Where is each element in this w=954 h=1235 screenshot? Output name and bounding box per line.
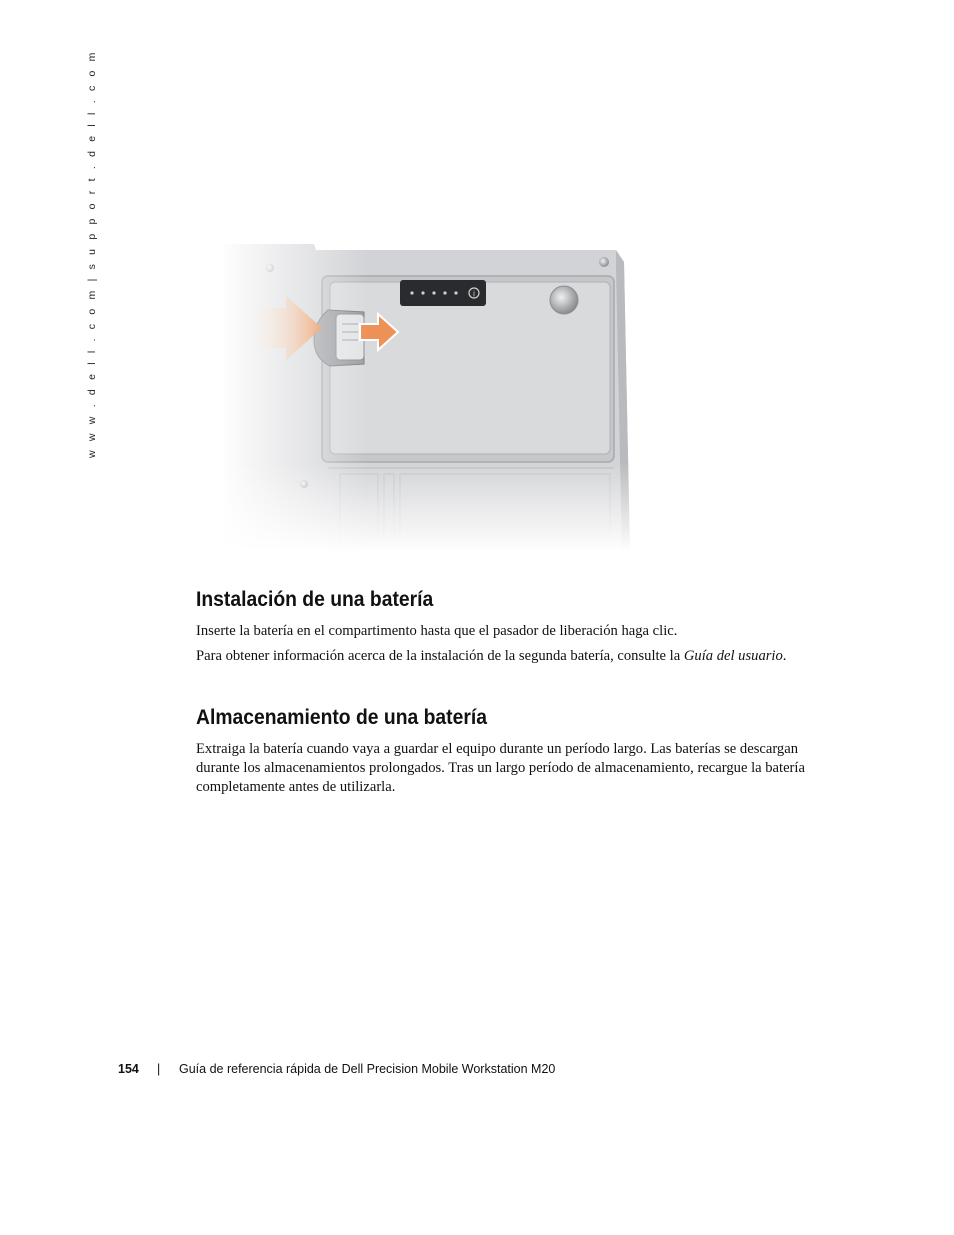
charge-led-icon	[410, 291, 413, 294]
section-heading-install: Instalación de una batería	[196, 588, 434, 611]
install-paragraph-1: Inserte la batería en el compartimento hasta que el pasador de liberación haga clic.	[196, 623, 678, 639]
install-paragraph-2	[196, 647, 806, 666]
charge-led-icon	[443, 291, 446, 294]
page-number: 154	[118, 1062, 139, 1076]
footer-title: Guía de referencia rápida de Dell Precision Mobile Workstation M20	[179, 1062, 556, 1076]
install-paragraph-2-text: Para obtener información acerca de la instalación de la segunda batería, consulte la	[196, 648, 684, 664]
battery-latch-knob	[550, 286, 578, 314]
battery-installation-figure	[218, 232, 638, 552]
charge-led-icon	[421, 291, 424, 294]
section-heading-storage: Almacenamiento de una batería	[196, 706, 487, 729]
footer-separator: |	[157, 1062, 161, 1076]
storage-paragraph-1: Extraiga la batería cuando vaya a guardar el equipo durante un período largo. Las baterías se descargan durante los almacenamientos prolongados. Tras un largo período de almacenamiento, recargue la batería completamente antes de utilizarla.	[196, 741, 805, 795]
foot-icon	[599, 257, 609, 267]
side-url-text: w w w . d e l l . c o m | s u p p o r t . d e l l . c o m	[86, 49, 98, 458]
install-paragraph-2-end: .	[782, 648, 787, 664]
page-footer	[118, 1062, 818, 1080]
charge-led-icon	[432, 291, 435, 294]
user-guide-reference: Guía del usuario	[683, 648, 783, 664]
charge-led-icon	[454, 291, 457, 294]
battery-illustration	[218, 232, 638, 552]
charge-button-label: i	[472, 289, 476, 299]
